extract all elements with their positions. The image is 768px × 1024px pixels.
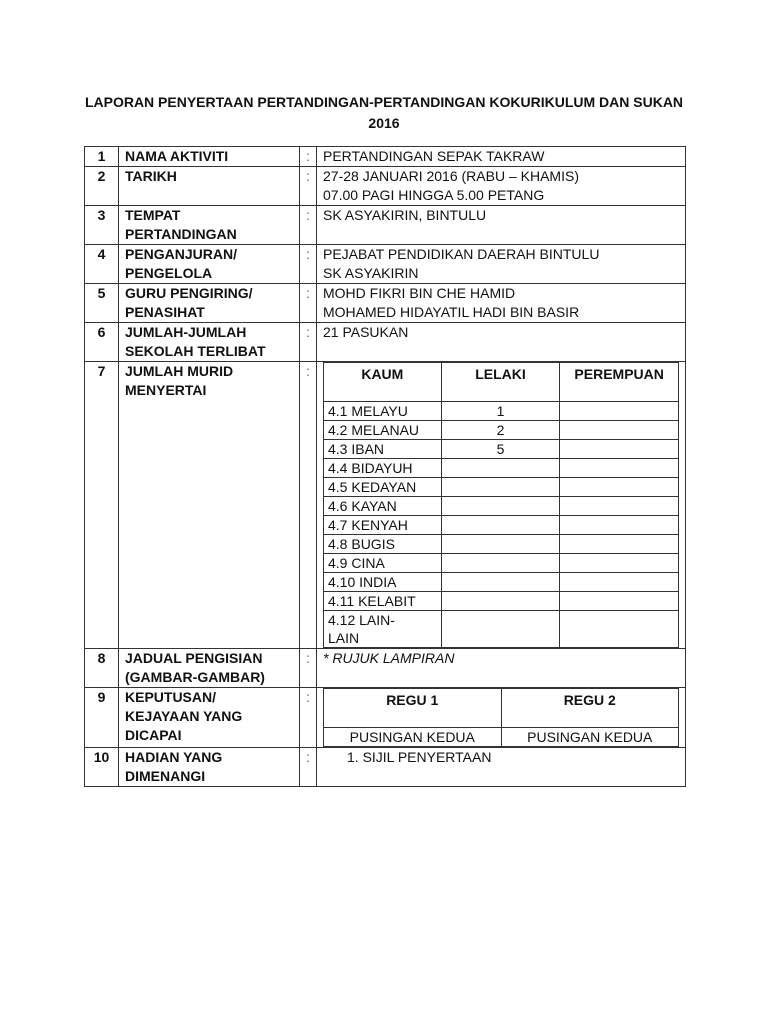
kaum-cell: 4.8 BUGIS: [324, 535, 442, 554]
keputusan-cell: [317, 688, 686, 748]
murid-header-row: [324, 363, 679, 402]
table-row: [85, 147, 686, 167]
kaum-cell: 4.4 BIDAYUH: [324, 459, 442, 478]
kaum-cell: 4.9 CINA: [324, 554, 442, 573]
lelaki-cell: 5: [441, 440, 560, 459]
row-colon: :: [300, 167, 317, 206]
perempuan-cell: [560, 478, 679, 497]
lelaki-cell: 2: [441, 421, 560, 440]
row-label: JUMLAH-JUMLAH SEKOLAH TERLIBAT: [119, 323, 300, 362]
table-row: [85, 649, 686, 688]
row-label: GURU PENGIRING/ PENASIHAT: [119, 284, 300, 323]
row-value: PERTANDINGAN SEPAK TAKRAW: [317, 147, 686, 167]
table-row: [85, 688, 686, 748]
table-row: [85, 362, 686, 649]
row-number: 4: [85, 245, 119, 284]
murid-row: [324, 497, 679, 516]
row-label: KEPUTUSAN/ KEJAYAAN YANG DICAPAI: [119, 688, 300, 748]
perempuan-cell: [560, 440, 679, 459]
row-label: NAMA AKTIVITI: [119, 147, 300, 167]
row-label: TEMPAT PERTANDINGAN: [119, 206, 300, 245]
row-label: HADIAN YANG DIMENANGI: [119, 748, 300, 787]
row-colon: :: [300, 362, 317, 649]
row-value: MOHD FIKRI BIN CHE HAMID MOHAMED HIDAYATIL HADI BIN BASIR: [317, 284, 686, 323]
lelaki-cell: [441, 516, 560, 535]
murid-table: [323, 362, 679, 648]
murid-row: [324, 611, 679, 648]
row-value: SK ASYAKIRIN, BINTULU: [317, 206, 686, 245]
kaum-cell: 4.6 KAYAN: [324, 497, 442, 516]
row-number: 9: [85, 688, 119, 748]
table-row: [85, 206, 686, 245]
regu-1-header: REGU 1: [324, 689, 502, 728]
perempuan-cell: [560, 535, 679, 554]
row-number: 1: [85, 147, 119, 167]
lelaki-header: LELAKI: [441, 363, 560, 402]
murid-row: [324, 478, 679, 497]
row-value: 27-28 JANUARI 2016 (RABU – KHAMIS) 07.00 PAGI HINGGA 5.00 PETANG: [317, 167, 686, 206]
regu-2-result: PUSINGAN KEDUA: [501, 728, 679, 747]
murid-row: [324, 554, 679, 573]
row-colon: :: [300, 748, 317, 787]
lelaki-cell: [441, 592, 560, 611]
row-number: 2: [85, 167, 119, 206]
kaum-cell: 4.10 INDIA: [324, 573, 442, 592]
murid-row: [324, 459, 679, 478]
lelaki-cell: [441, 459, 560, 478]
perempuan-cell: [560, 573, 679, 592]
row-value: PEJABAT PENDIDIKAN DAERAH BINTULU SK ASYAKIRIN: [317, 245, 686, 284]
kaum-header: KAUM: [324, 363, 442, 402]
kaum-cell: 4.3 IBAN: [324, 440, 442, 459]
kaum-cell: 4.12 LAIN-LAIN: [324, 611, 442, 648]
row-colon: :: [300, 649, 317, 688]
keputusan-row: [324, 728, 679, 747]
row-number: 6: [85, 323, 119, 362]
regu-2-header: REGU 2: [501, 689, 679, 728]
table-row: [85, 748, 686, 787]
row-colon: :: [300, 245, 317, 284]
row-colon: :: [300, 147, 317, 167]
table-row: [85, 323, 686, 362]
keputusan-header-row: [324, 689, 679, 728]
row-value: 21 PASUKAN: [317, 323, 686, 362]
murid-row: [324, 592, 679, 611]
perempuan-cell: [560, 402, 679, 421]
murid-row: [324, 573, 679, 592]
lelaki-cell: [441, 535, 560, 554]
murid-row: [324, 421, 679, 440]
table-row: [85, 284, 686, 323]
row-label: TARIKH: [119, 167, 300, 206]
lelaki-cell: [441, 611, 560, 648]
row-colon: :: [300, 206, 317, 245]
row-colon: :: [300, 284, 317, 323]
perempuan-cell: [560, 497, 679, 516]
kaum-cell: 4.5 KEDAYAN: [324, 478, 442, 497]
row-number: 5: [85, 284, 119, 323]
keputusan-table: [323, 688, 679, 747]
row-number: 8: [85, 649, 119, 688]
murid-row: [324, 402, 679, 421]
kaum-cell: 4.1 MELAYU: [324, 402, 442, 421]
kaum-cell: 4.2 MELANAU: [324, 421, 442, 440]
lelaki-cell: [441, 478, 560, 497]
row-number: 7: [85, 362, 119, 649]
kaum-cell: 4.11 KELABIT: [324, 592, 442, 611]
perempuan-cell: [560, 459, 679, 478]
perempuan-cell: [560, 421, 679, 440]
row-label: JUMLAH MURID MENYERTAI: [119, 362, 300, 649]
perempuan-cell: [560, 611, 679, 648]
row-label: JADUAL PENGISIAN (GAMBAR-GAMBAR): [119, 649, 300, 688]
row-colon: :: [300, 688, 317, 748]
perempuan-header: PEREMPUAN: [560, 363, 679, 402]
lelaki-cell: [441, 497, 560, 516]
row-value: * RUJUK LAMPIRAN: [317, 649, 686, 688]
kaum-cell: 4.7 KENYAH: [324, 516, 442, 535]
perempuan-cell: [560, 516, 679, 535]
table-row: [85, 245, 686, 284]
murid-row: [324, 440, 679, 459]
regu-1-result: PUSINGAN KEDUA: [324, 728, 502, 747]
lelaki-cell: [441, 573, 560, 592]
row-label: PENGANJURAN/ PENGELOLA: [119, 245, 300, 284]
lelaki-cell: 1: [441, 402, 560, 421]
murid-row: [324, 535, 679, 554]
murid-row: [324, 516, 679, 535]
table-row: [85, 167, 686, 206]
report-title: LAPORAN PENYERTAAN PERTANDINGAN-PERTANDINGAN KOKURIKULUM DAN SUKAN 2016: [84, 94, 684, 131]
row-number: 10: [85, 748, 119, 787]
row-colon: :: [300, 323, 317, 362]
row-number: 3: [85, 206, 119, 245]
perempuan-cell: [560, 554, 679, 573]
perempuan-cell: [560, 592, 679, 611]
lelaki-cell: [441, 554, 560, 573]
row-value: 1. SIJIL PENYERTAAN: [317, 748, 686, 787]
report-table: [84, 146, 686, 787]
murid-cell: [317, 362, 686, 649]
